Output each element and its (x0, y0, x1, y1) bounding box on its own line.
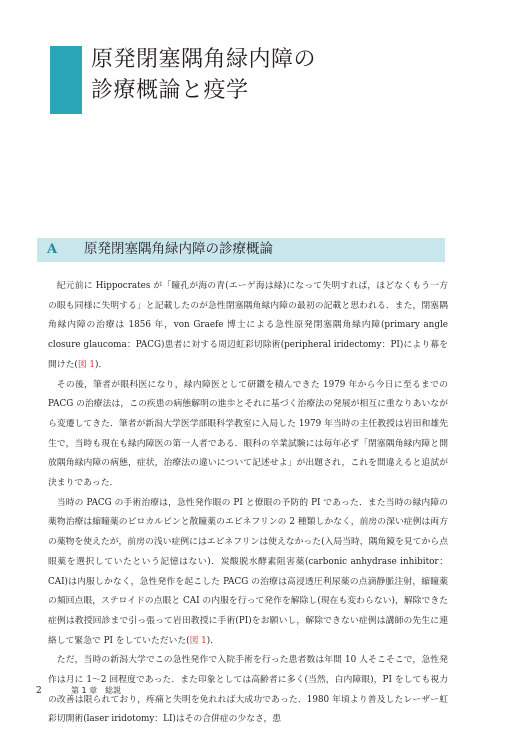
paragraph (48, 494, 448, 652)
paragraph-text: ただ，当時の新潟大学でこの急性発作で入院手術を行った患者数は年間 10 人そこそこで，急性発作は月に 1〜2 回程度であった．また印象としては高齢者に多く(当然，白内障眼)，PI をしても視力の改善は限られており，疼痛と失明を免れれば大成功であった．1980 年頃より普及したレーザー虹彩切開術(laser iridotomy：LI)はその合併症の少なさ，患 (48, 655, 448, 725)
paragraph-text: 紀元前に Hippocrates が「瞳孔が海の青(エーゲ海は緑)になって失明すれば，ほどなくもう一方の眼も同様に失明する」と記載したのが急性閉塞隅角緑内障の最初の記載と思われる．また，閉塞隅角緑内障の治療は 1856 年，von Graefe 博士による急性原発閉塞隅角緑内障(primary angle closure glaucoma：PACG)患者に対する周辺虹彩切除術(peripheral iridectomy：PI)により幕を開けた( (48, 281, 448, 370)
figure-reference-link[interactable]: 図 1 (189, 635, 207, 646)
page-title-line-2: 診療概論と疫学 (91, 78, 249, 103)
page-number: 2 (36, 686, 42, 696)
paragraph-text: )． (95, 359, 108, 370)
paragraph (48, 376, 448, 494)
section-title: 原発閉塞隅角緑内障の診療概論 (84, 241, 273, 257)
paragraph-text: )． (206, 635, 220, 646)
paragraph (48, 277, 448, 376)
paragraph-text: その後，筆者が眼科医になり，緑内障医として研鑽を積んできた 1979 年から今日に至るまでの PACG の治療法は，この疾患の病態解明の進歩とそれに基づく治療法の発展が相互に重なりあいながら変遷してきた．筆者が新潟大学医学部眼科学教室に入局した 1979 年当時の主任教授は岩田和雄先生で，当時も現在も緑内障医の第一人者である．眼科の卒業試験には毎年必ず「閉塞隅角緑内障と開放隅角緑内障の病態，症状，治療法の違いについて記述せよ」が出題され，これを間違えると追試が決まりであった． (48, 379, 448, 489)
section-letter: A (47, 242, 58, 257)
title-accent-bar (50, 46, 82, 114)
figure-reference-link[interactable]: 図 1 (77, 359, 96, 370)
chapter-label: 第 1 章 総説 (71, 686, 122, 695)
paragraph-text: 当時の PACG の手術治療は，急性発作眼の PI と僚眼の予防的 PI であった．また当時の緑内障の薬物治療は縮瞳薬のピロカルピンと散瞳薬のエピネフリンの 2 種類しかなく，前房の深い症例は両方の薬物を使えたが，前房の浅い症例にはエピネフリンは使えなかった(入局当時，隅角鏡を見てから点眼薬を選択していたという記憶はない)．炭酸脱水酵素阻害薬(carbonic anhydrase inhibitor：CAI)は内服しかなく，急性発作を起こした PACG の治療は高浸透圧利尿薬の点滴静脈注射，縮瞳薬の頻回点眼，ステロイドの点眼と CAI の内服を行って発作を解除し(現在も変わらない)，解除できた症例は教授回診まで引っ張って岩田教授に手術(PI)をお願いし，解除できない症例は講師の先生に連絡して緊急で PI をしていただいた( (48, 497, 448, 646)
body-text (48, 277, 448, 730)
page-title-line-1: 原発閉塞隅角緑内障の (91, 47, 317, 72)
